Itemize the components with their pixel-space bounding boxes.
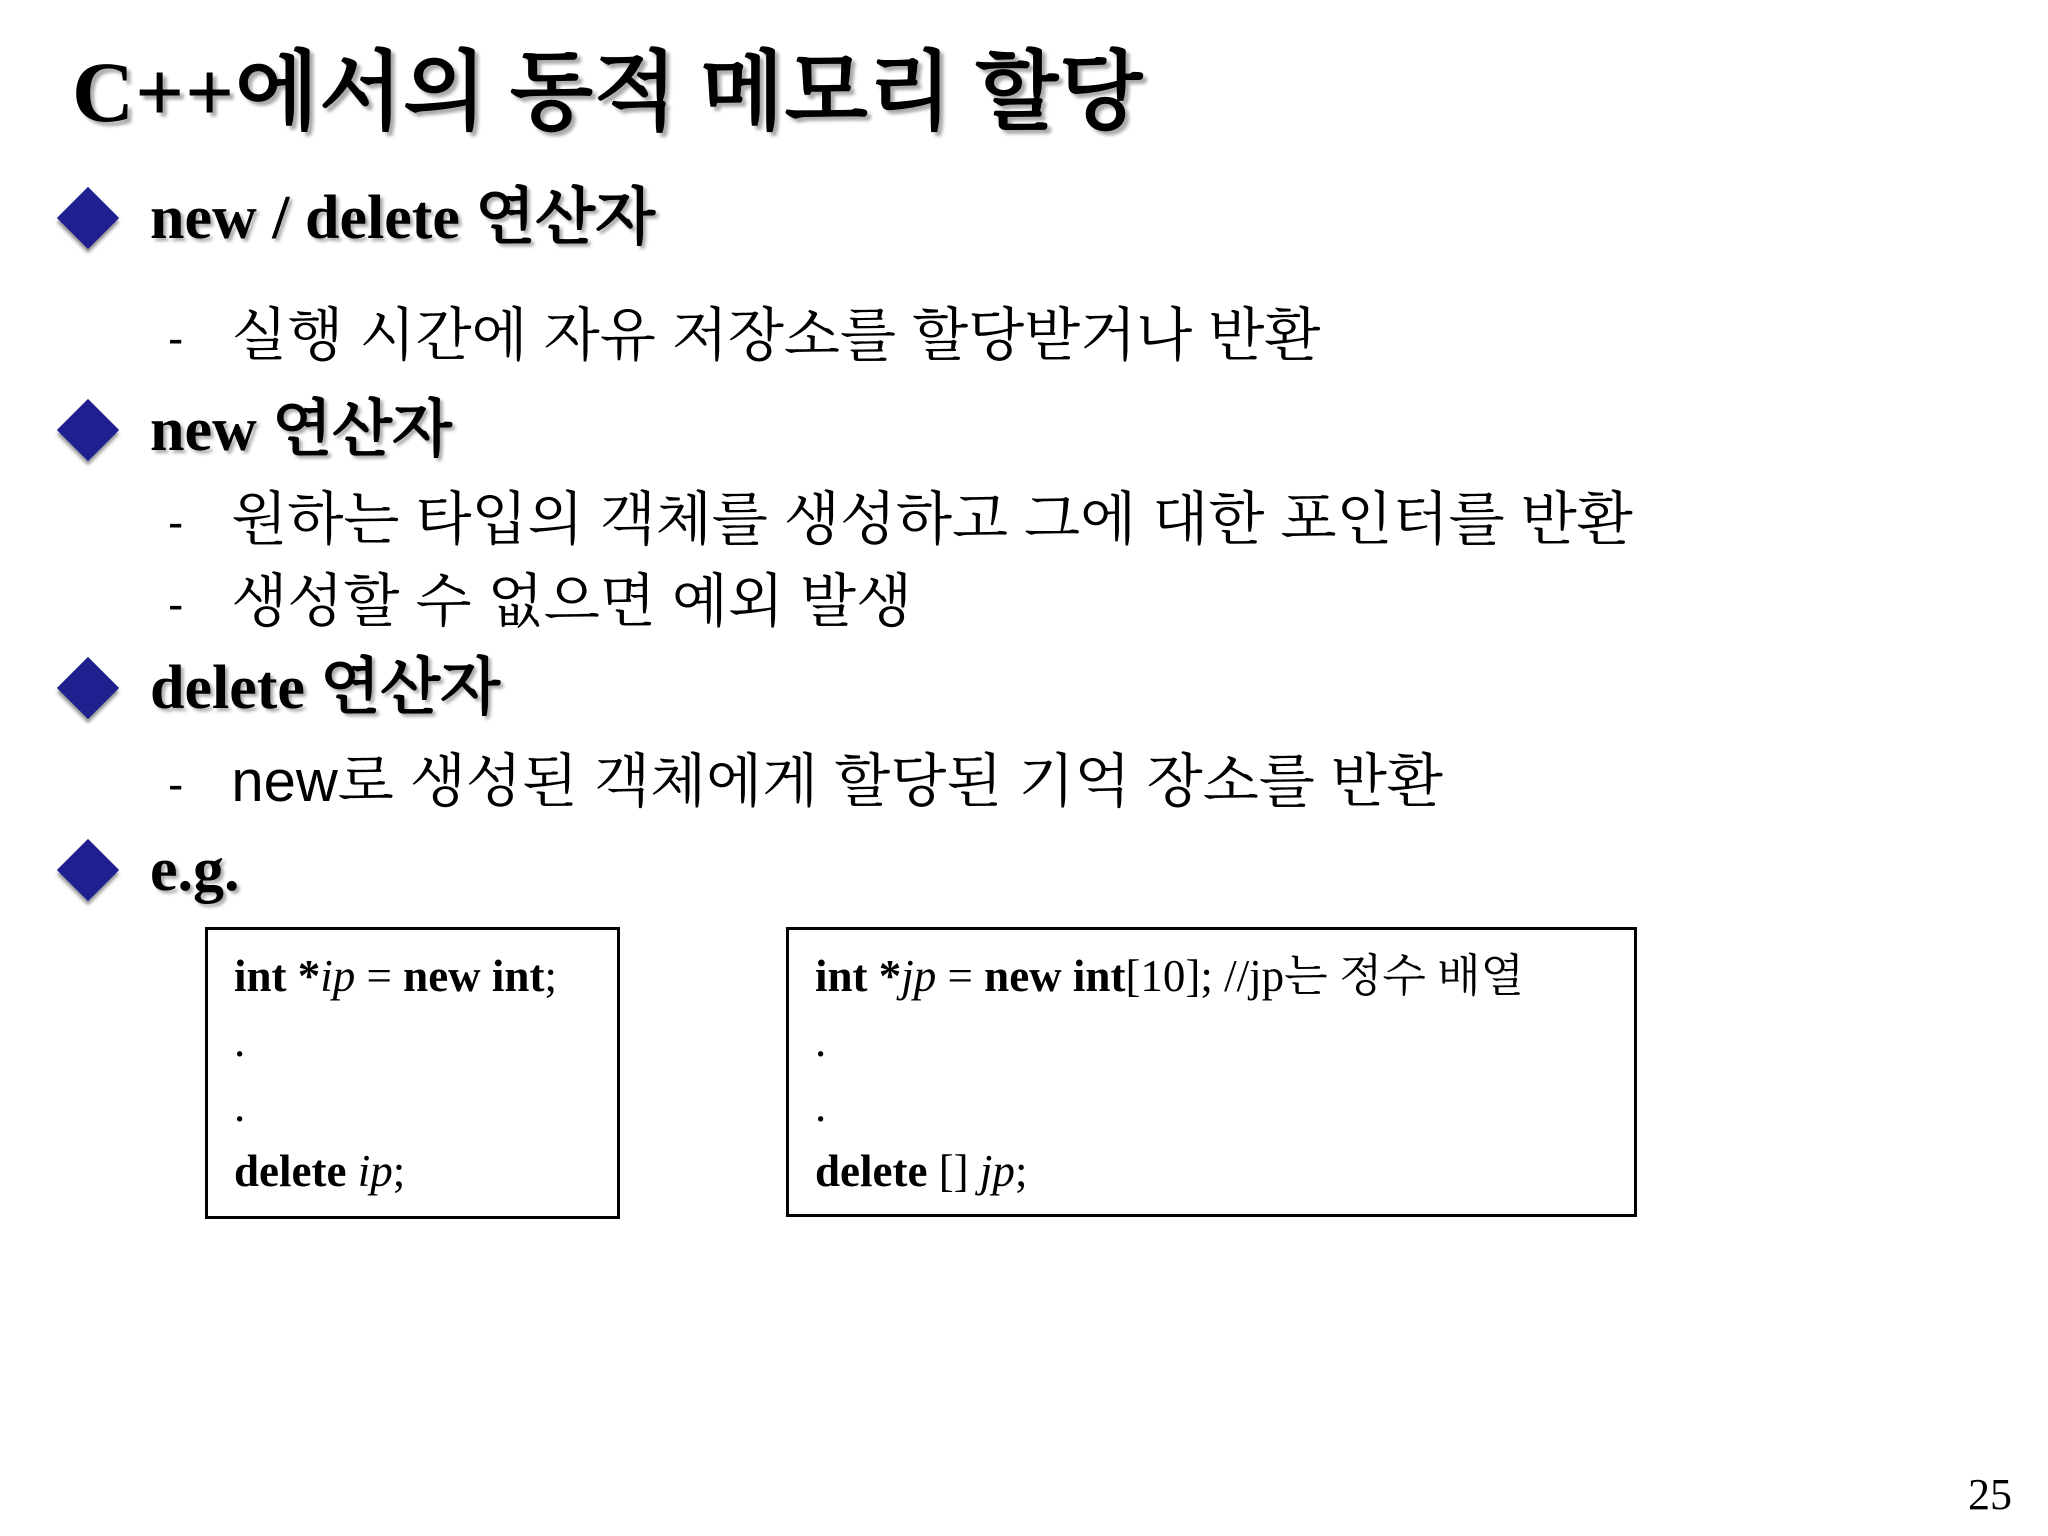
sub-bullet-marker: - bbox=[168, 578, 184, 630]
sub-bullet-text: new로 생성된 객체에게 할당된 기억 장소를 반환 bbox=[231, 749, 1443, 814]
code-line-ellipsis: . bbox=[815, 1016, 827, 1066]
bullet-row-new-delete bbox=[66, 180, 655, 256]
sub-bullet-text: 원하는 타입의 객체를 생성하고 그에 대한 포인터를 반환 bbox=[231, 487, 1633, 552]
diamond-bullet-icon bbox=[57, 399, 119, 461]
code-box-array-new bbox=[786, 927, 1637, 1217]
sub-bullet bbox=[168, 300, 1320, 372]
sub-bullet-text: 실행 시간에 자유 저장소를 할당받거나 반환 bbox=[231, 303, 1321, 368]
slide-title: C++에서의 동적 메모리 할당 bbox=[72, 44, 1144, 140]
sub-bullet-marker: - bbox=[168, 312, 184, 364]
code-line-ellipsis: . bbox=[234, 1081, 246, 1131]
bullet-row-eg bbox=[66, 832, 240, 908]
code-line: int *ip = new int; bbox=[234, 951, 557, 1001]
bullet-row-delete bbox=[66, 650, 500, 726]
code-examples bbox=[205, 927, 1637, 1219]
page-number: 25 bbox=[1968, 1470, 2012, 1519]
bullet-row-new bbox=[66, 392, 452, 468]
code-line: delete ip; bbox=[234, 1146, 406, 1196]
diamond-bullet-icon bbox=[57, 187, 119, 249]
code-line-ellipsis: . bbox=[234, 1016, 246, 1066]
code-line: delete [] jp; bbox=[815, 1146, 1028, 1196]
code-box-scalar-new bbox=[205, 927, 620, 1219]
sub-bullet-marker: - bbox=[168, 758, 184, 810]
code-line-ellipsis: . bbox=[815, 1081, 827, 1131]
sub-bullet-marker: - bbox=[168, 496, 184, 548]
sub-bullet bbox=[168, 746, 1443, 818]
bullet-label: new / delete 연산자 bbox=[150, 184, 656, 252]
sub-bullet-text: 생성할 수 없으면 예외 발생 bbox=[231, 569, 913, 634]
bullet-label: new 연산자 bbox=[150, 396, 452, 464]
sub-bullet bbox=[168, 566, 912, 638]
diamond-bullet-icon bbox=[57, 657, 119, 719]
sub-bullet bbox=[168, 484, 1633, 556]
bullet-label: delete 연산자 bbox=[150, 654, 501, 722]
code-line: int *jp = new int[10]; //jp는 정수 배열 bbox=[815, 951, 1525, 1001]
diamond-bullet-icon bbox=[57, 839, 119, 901]
bullet-label: e.g. bbox=[150, 836, 240, 904]
